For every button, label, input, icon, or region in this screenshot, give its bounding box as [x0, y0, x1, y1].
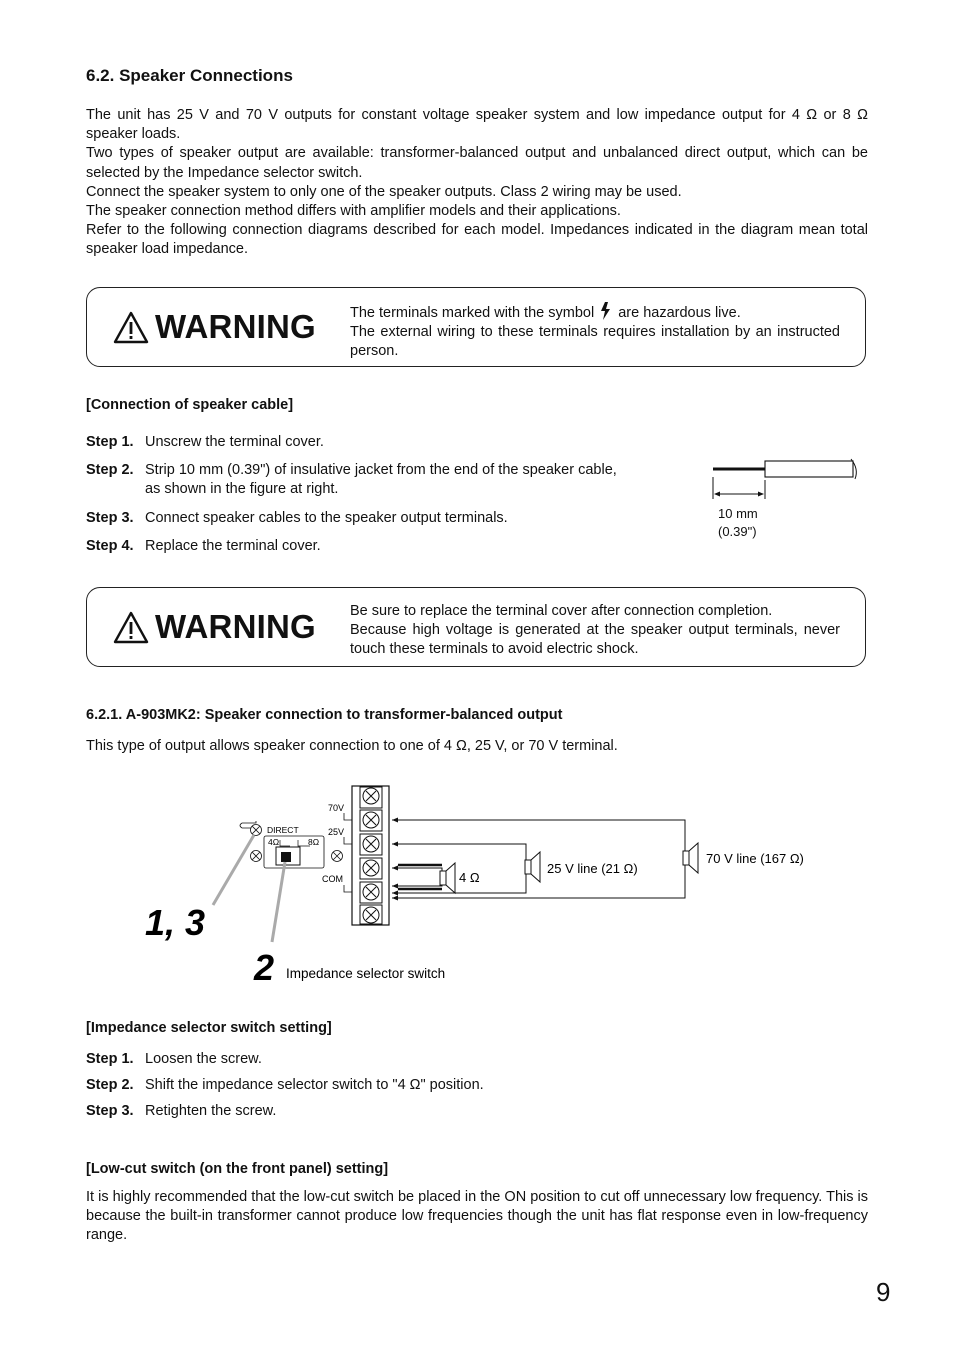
terminal-screws [360, 787, 382, 924]
callout-line-1-3 [213, 835, 254, 905]
cable-step-2: Step 2. Strip 10 mm (0.39") of insulative jacket from the end of the speaker cable, as shown in the figure at right. [86, 462, 617, 498]
label-speaker-25v: 25 V line (21 Ω) [547, 861, 638, 876]
label-speaker-4ohm: 4 Ω [459, 870, 480, 885]
intro-paragraph: The speaker connection method differs with amplifier models and their applications. [86, 203, 621, 220]
intro-text [86, 106, 868, 260]
lightning-bolt-icon [600, 302, 612, 320]
intro-paragraph: Two types of speaker output are available: transformer-balanced output and unbalanced direct output, which can be selected by the Impedance selector switch. [86, 145, 868, 181]
warning-label [113, 308, 316, 346]
page-number: 9 [876, 1277, 891, 1307]
warning-line2: Because high voltage is generated at the speaker output terminals, never touch these terminals to avoid electric shock. [350, 622, 840, 658]
cable-step-1: Step 1. Unscrew the terminal cover. [86, 434, 324, 450]
label-speaker-70v: 70 V line (167 Ω) [706, 851, 804, 866]
cable-step-4: Step 4. Replace the terminal cover. [86, 538, 321, 554]
warning-triangle-icon [113, 311, 149, 344]
warning-line1: Be sure to replace the terminal cover after connection completion. [350, 603, 773, 619]
label-8ohm-switch: 8Ω [308, 837, 320, 847]
warning-label-text: WARNING [155, 608, 316, 645]
warning-box-hazardous-terminals [86, 287, 866, 367]
callout-line-2 [272, 862, 285, 942]
switch-knob [281, 852, 291, 862]
warning-label-text: WARNING [155, 308, 316, 345]
wire-arrows [392, 818, 398, 901]
label-com: COM [322, 874, 343, 884]
cable-dimension-label: 10 mm (0.39") [718, 506, 758, 539]
impedance-heading: [Impedance selector switch setting] [86, 1020, 332, 1036]
warning-box-terminal-cover [86, 587, 866, 667]
callout-step-2: 2 [254, 947, 275, 988]
cable-step-3: Step 3. Connect speaker cables to the speaker output terminals. [86, 510, 508, 526]
label-25v: 25V [328, 827, 345, 837]
label-70v: 70V [328, 803, 345, 813]
intro-paragraph: Refer to the following connection diagrams described for each model. Impedances indicated in the diagram mean total speaker load impedance. [86, 222, 868, 258]
subsection-title: 6.2.1. A-903MK2: Speaker connection to transformer-balanced output [86, 707, 563, 723]
lowcut-heading: [Low-cut switch (on the front panel) setting] [86, 1161, 389, 1177]
section-title: 6.2. Speaker Connections [86, 66, 293, 85]
label-direct: DIRECT [267, 825, 299, 835]
intro-paragraph: Connect the speaker system to only one of the speaker outputs. Class 2 wiring may be used. [86, 183, 682, 200]
speaker-icon-25v [525, 852, 540, 882]
warning-line2: The external wiring to these terminals requires installation by an instructed person. [350, 324, 840, 360]
subsection-description: This type of output allows speaker connection to one of 4 Ω, 25 V, or 70 V terminal. [86, 738, 618, 754]
warning-line1-start: The terminals marked with the symbol [350, 305, 595, 321]
label-4ohm-switch: 4Ω [268, 837, 280, 847]
impedance-switch-label: Impedance selector switch [286, 966, 446, 981]
impedance-step-1: Step 1. Loosen the screw. [86, 1051, 262, 1067]
connection-diagram [130, 780, 830, 995]
impedance-step-2: Step 2. Shift the impedance selector switch to "4 Ω" position. [86, 1077, 484, 1093]
callout-steps-1-3: 1, 3 [145, 902, 206, 943]
impedance-step-3: Step 3. Retighten the screw. [86, 1103, 277, 1119]
lowcut-text: It is highly recommended that the low-cut switch be placed in the ON position to cut off unnecessary low frequency. This is because the built-in transformer cannot produce low frequencies though the unit has flat response even in low-frequency range. [86, 1189, 868, 1244]
intro-paragraph: The unit has 25 V and 70 V outputs for constant voltage speaker system and low impedance output for 4 Ω or 8 Ω speaker loads. [86, 107, 868, 143]
warning-text [350, 602, 840, 660]
stripped-cable-figure [705, 452, 875, 507]
cable-heading: [Connection of speaker cable] [86, 397, 294, 413]
warning-label [113, 608, 316, 646]
warning-line1-end: are hazardous live. [618, 305, 741, 321]
warning-text [350, 302, 840, 362]
warning-triangle-icon [113, 611, 149, 644]
